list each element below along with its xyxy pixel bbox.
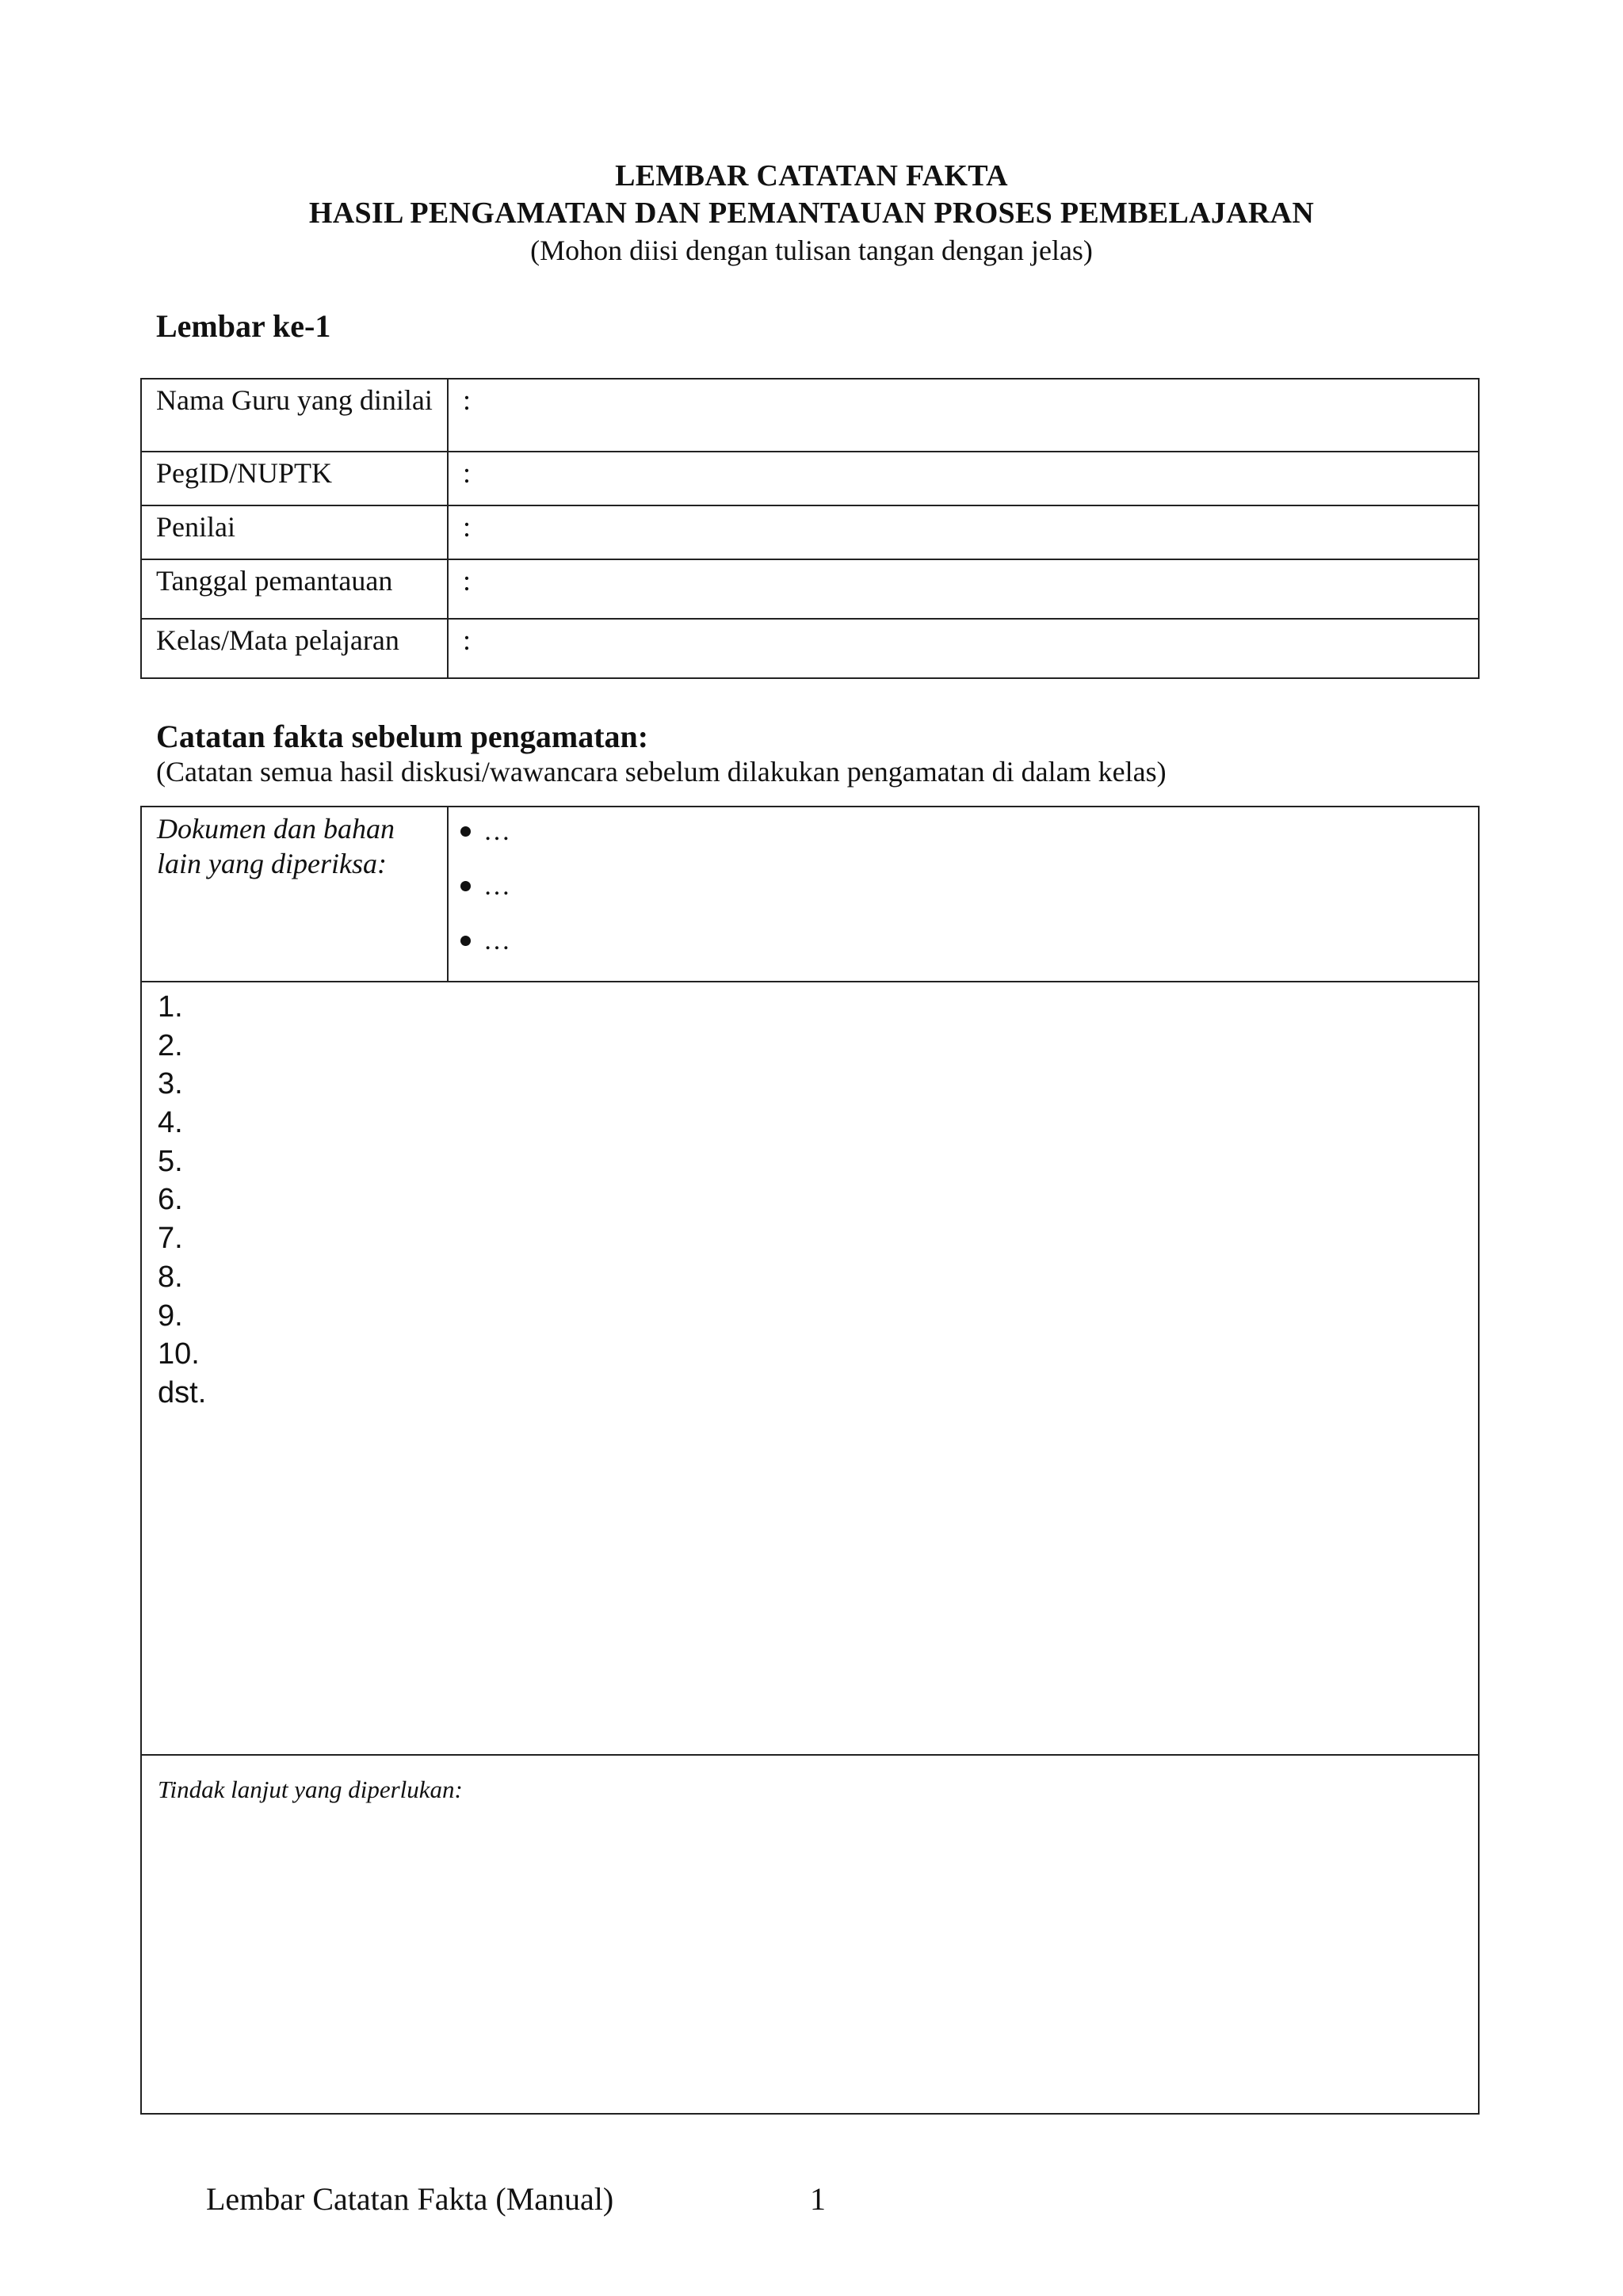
followup-cell[interactable] [141,1755,1479,2114]
sheet-label: Lembar ke-1 [156,308,331,344]
identity-label: Nama Guru yang dinilai [141,379,448,452]
identity-table [140,378,1480,679]
identity-row-date [141,559,1479,619]
identity-label: PegID/NUPTK [141,452,448,505]
pre-observation-heading: Catatan fakta sebelum pengamatan: [156,719,649,754]
bullet-icon [460,881,471,891]
numbered-notes-row [141,982,1479,1755]
numbered-notes-cell[interactable] [141,982,1479,1755]
numbered-note-item: dst. [158,1375,207,1409]
bullet-icon [460,826,471,837]
identity-value-field[interactable]: : [448,619,1479,678]
document-bullet-item: … [460,816,1477,871]
numbered-note-item: 3. [158,1067,183,1101]
numbered-note-item: 1. [158,990,183,1024]
document-title: LEMBAR CATATAN FAKTA [615,159,1008,193]
footer-page-number: 1 [810,2181,826,2217]
document-bullet-item: … [460,871,1477,925]
identity-value-field[interactable]: : [448,559,1479,619]
documents-label: Dokumen dan bahan lain yang diperiksa: [157,813,395,879]
identity-label: Tanggal pemantauan [141,559,448,619]
followup-label: Tindak lanjut yang diperlukan: [158,1775,463,1803]
pre-observation-note: (Catatan semua hasil diskusi/wawancara sebelum dilakukan pengamatan di dalam kelas) [156,756,1167,788]
fact-table [140,806,1480,2115]
numbered-note-item: 10. [158,1337,200,1371]
numbered-note-item: 5. [158,1144,183,1178]
numbered-note-item: 7. [158,1222,183,1256]
identity-row-assessor [141,505,1479,559]
numbered-note-item: 4. [158,1106,183,1140]
numbered-note-item: 2. [158,1028,183,1062]
identity-value-field[interactable]: : [448,452,1479,505]
numbered-note-item: 9. [158,1299,183,1333]
document-subtitle: HASIL PENGAMATAN DAN PEMANTAUAN PROSES PEMBELAJARAN [308,196,1315,230]
followup-row [141,1755,1479,2114]
fill-instruction: (Mohon diisi dengan tulisan tangan dengan jelas) [530,235,1093,266]
numbered-note-item: 6. [158,1183,183,1217]
numbered-notes-list [143,983,1477,1413]
identity-row-class-subject [141,619,1479,678]
numbered-note-item: 8. [158,1260,183,1294]
documents-bullet-list [449,808,1477,980]
documents-label-cell [141,807,448,982]
identity-row-pegid [141,452,1479,505]
bullet-icon [460,936,471,946]
footer-document-name: Lembar Catatan Fakta (Manual) [206,2181,614,2217]
identity-label: Penilai [141,505,448,559]
identity-row-teacher-name [141,379,1479,452]
identity-value-field[interactable]: : [448,505,1479,559]
documents-list-cell[interactable] [448,807,1479,982]
documents-row [141,807,1479,982]
document-bullet-item: … [460,925,1477,980]
identity-label: Kelas/Mata pelajaran [141,619,448,678]
identity-value-field[interactable]: : [448,379,1479,452]
